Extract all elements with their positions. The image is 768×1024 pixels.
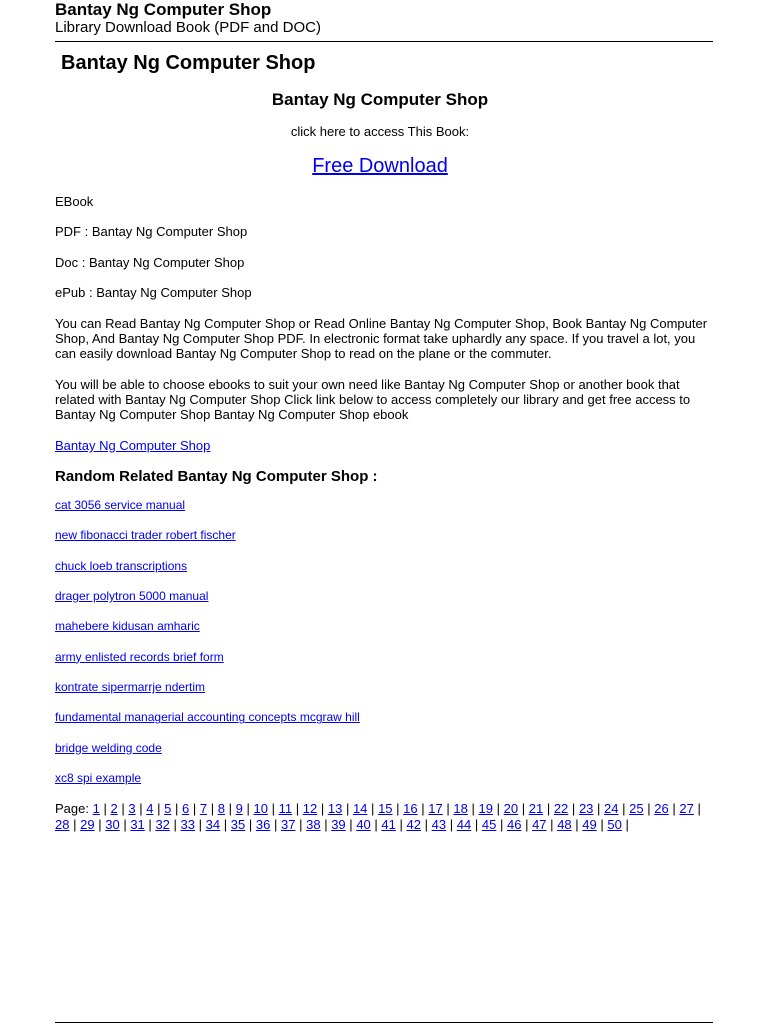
page-link[interactable]: 38	[306, 816, 321, 832]
page-link[interactable]: 9	[235, 801, 243, 816]
page-link[interactable]: 10	[253, 801, 268, 816]
related-link[interactable]: mahebere kidusan amharic	[55, 619, 200, 634]
free-download-link[interactable]: Free Download	[312, 155, 448, 177]
epub-line: ePub : Bantay Ng Computer Shop	[55, 285, 252, 300]
page-separator: |	[525, 816, 529, 832]
page-link[interactable]: 4	[146, 801, 154, 816]
page-link[interactable]: 18	[453, 801, 468, 816]
page-link[interactable]: 35	[230, 816, 246, 832]
library-paragraph: You will be able to choose ebooks to suit your own need like Bantay Ng Computer Shop or another book that related with Bantay Ng Computer Shop Click link below to access completely our library and get free access to Bantay Ng Computer Shop Bantay Ng Computer Shop ebook	[55, 377, 691, 423]
related-link[interactable]: cat 3056 service manual	[55, 498, 186, 512]
page-separator: |	[575, 816, 579, 832]
page-separator: |	[371, 801, 375, 816]
page-separator: |	[424, 816, 429, 832]
page-link[interactable]: 43	[431, 816, 447, 832]
page-separator: |	[299, 816, 303, 832]
page-link[interactable]: 36	[255, 816, 271, 832]
page-separator: |	[471, 801, 475, 816]
page-separator: |	[174, 801, 179, 816]
page-separator: |	[446, 801, 450, 816]
page-separator: |	[399, 816, 403, 832]
page-link[interactable]: 3	[128, 801, 136, 816]
page-link[interactable]: 37	[280, 816, 296, 832]
page-link[interactable]: 22	[553, 801, 569, 816]
page-separator: |	[192, 801, 197, 816]
page-separator: |	[223, 816, 228, 832]
page-separator: |	[349, 816, 353, 832]
page-separator: |	[139, 801, 143, 816]
doc-line: Doc : Bantay Ng Computer Shop	[55, 255, 245, 270]
related-link[interactable]: fundamental managerial accounting concepts mcgraw hill	[55, 710, 360, 725]
page-separator: |	[123, 816, 127, 832]
center-title: Bantay Ng Computer Shop	[271, 90, 489, 109]
pagination	[55, 801, 710, 832]
page-separator: |	[295, 801, 300, 816]
page-separator: |	[246, 801, 250, 816]
page-link[interactable]: 30	[105, 816, 120, 832]
page-link[interactable]: 20	[503, 801, 519, 816]
list-item	[55, 559, 187, 574]
page-separator: |	[173, 816, 177, 832]
page-link[interactable]: 19	[478, 801, 493, 816]
related-link[interactable]: chuck loeb transcriptions	[55, 558, 188, 573]
page-link[interactable]: 11	[278, 801, 293, 816]
page-link[interactable]: 21	[528, 801, 544, 816]
page-link[interactable]: 32	[155, 816, 170, 832]
pdf-line: PDF : Bantay Ng Computer Shop	[55, 224, 248, 239]
page-link[interactable]: 26	[654, 801, 669, 816]
page-separator: |	[421, 801, 425, 816]
page-link[interactable]: 28	[55, 816, 70, 832]
page-separator: |	[625, 816, 629, 832]
header-subtitle: Library Download Book (PDF and DOC)	[55, 19, 321, 36]
header-title: Bantay Ng Computer Shop	[55, 0, 272, 19]
page-link[interactable]: 8	[217, 801, 225, 816]
page-link[interactable]: 23	[578, 801, 594, 816]
page-link[interactable]: 6	[181, 801, 190, 816]
list-item	[55, 589, 208, 604]
page-separator: |	[98, 816, 102, 832]
list-item	[55, 741, 162, 756]
page-separator: |	[103, 801, 107, 816]
page-label: Page:	[55, 801, 89, 816]
document-title: Bantay Ng Computer Shop	[61, 52, 316, 74]
related-link[interactable]: kontrate sipermarrje ndertim	[55, 680, 206, 695]
page-link[interactable]: 25	[629, 801, 644, 816]
page-separator: |	[210, 801, 215, 816]
page-separator: |	[396, 801, 400, 816]
page-separator: |	[521, 801, 526, 816]
page-link[interactable]: 16	[403, 801, 418, 816]
page-separator: |	[324, 816, 328, 832]
intro-paragraph: You can Read Bantay Ng Computer Shop or Read Online Bantay Ng Computer Shop, Book Bantay Ng Computer Shop, And Bantay Ng Computer Shop PDF. In electronic format take uphardly any space. If you travel a lot, you can easily download Bantay Ng Computer Shop to read on the plane or the commuter.	[55, 316, 708, 362]
page-separator: |	[271, 801, 275, 816]
access-prompt: click here to access This Book:	[290, 124, 470, 139]
page-link[interactable]: 29	[80, 816, 95, 832]
page-separator: |	[474, 816, 479, 832]
page-separator: |	[697, 801, 701, 816]
page-separator: |	[672, 801, 676, 816]
list-item	[55, 619, 200, 634]
page-separator: |	[345, 801, 350, 816]
related-link[interactable]: bridge welding code	[55, 740, 162, 755]
related-link[interactable]: xc8 spi example	[55, 771, 142, 786]
page-separator: |	[622, 801, 626, 816]
list-item	[55, 771, 141, 786]
book-link-line	[55, 438, 210, 453]
page-link[interactable]: 40	[356, 816, 371, 832]
related-link[interactable]: new fibonacci trader robert fischer	[55, 528, 236, 543]
page-link[interactable]: 33	[180, 816, 196, 832]
page-separator: |	[600, 816, 604, 832]
page-link[interactable]: 41	[381, 816, 396, 832]
page-link[interactable]: 50	[607, 816, 622, 832]
page-link[interactable]: 7	[199, 801, 208, 816]
footer-divider	[55, 1022, 713, 1023]
related-heading: Random Related Bantay Ng Computer Shop :	[55, 468, 378, 485]
page-separator: |	[157, 801, 161, 816]
page-separator: |	[647, 801, 651, 816]
page-separator: |	[496, 801, 500, 816]
page-link[interactable]: 47	[532, 816, 547, 832]
page-separator: |	[571, 801, 576, 816]
page-link[interactable]: 2	[110, 801, 118, 816]
page-separator: |	[320, 801, 325, 816]
page-separator: |	[248, 816, 253, 832]
page-separator: |	[550, 816, 554, 832]
list-item	[55, 650, 224, 665]
page-link[interactable]: 44	[456, 816, 472, 832]
page-link[interactable]: 24	[604, 801, 619, 816]
page-link[interactable]: 49	[582, 816, 597, 832]
list-item	[55, 528, 236, 543]
ebook-label: EBook	[55, 194, 94, 209]
page-separator: |	[597, 801, 601, 816]
page-link[interactable]: 14	[352, 801, 368, 816]
page-separator: |	[374, 816, 378, 832]
list-item	[55, 710, 360, 725]
page-link[interactable]: 48	[557, 816, 572, 832]
book-link[interactable]: Bantay Ng Computer Shop	[55, 438, 211, 453]
page-link[interactable]: 12	[302, 801, 318, 816]
free-download	[55, 154, 705, 178]
header-divider	[55, 41, 713, 42]
page-separator: |	[198, 816, 203, 832]
related-link[interactable]: army enlisted records brief form	[55, 649, 224, 664]
page-separator: |	[73, 816, 77, 832]
page-link[interactable]: 13	[327, 801, 343, 816]
page-link[interactable]: 1	[92, 801, 100, 816]
page-link[interactable]: 17	[428, 801, 443, 816]
list-item	[55, 498, 185, 513]
related-link[interactable]: drager polytron 5000 manual	[55, 589, 209, 604]
page-link[interactable]: 46	[506, 816, 522, 832]
page-link[interactable]: 42	[406, 816, 421, 832]
page-link[interactable]: 15	[378, 801, 393, 816]
page-separator: |	[148, 816, 152, 832]
page-separator: |	[228, 801, 232, 816]
page-separator: |	[273, 816, 278, 832]
page-link[interactable]: 45	[481, 816, 497, 832]
page-link[interactable]: 5	[164, 801, 172, 816]
list-item	[55, 680, 205, 695]
page-separator: |	[499, 816, 504, 832]
page-link[interactable]: 31	[130, 816, 145, 832]
page-separator: |	[449, 816, 454, 832]
page-link[interactable]: 34	[205, 816, 221, 832]
page-separator: |	[546, 801, 551, 816]
page-link[interactable]: 39	[331, 816, 346, 832]
page-separator: |	[121, 801, 125, 816]
page-link[interactable]: 27	[679, 801, 694, 816]
